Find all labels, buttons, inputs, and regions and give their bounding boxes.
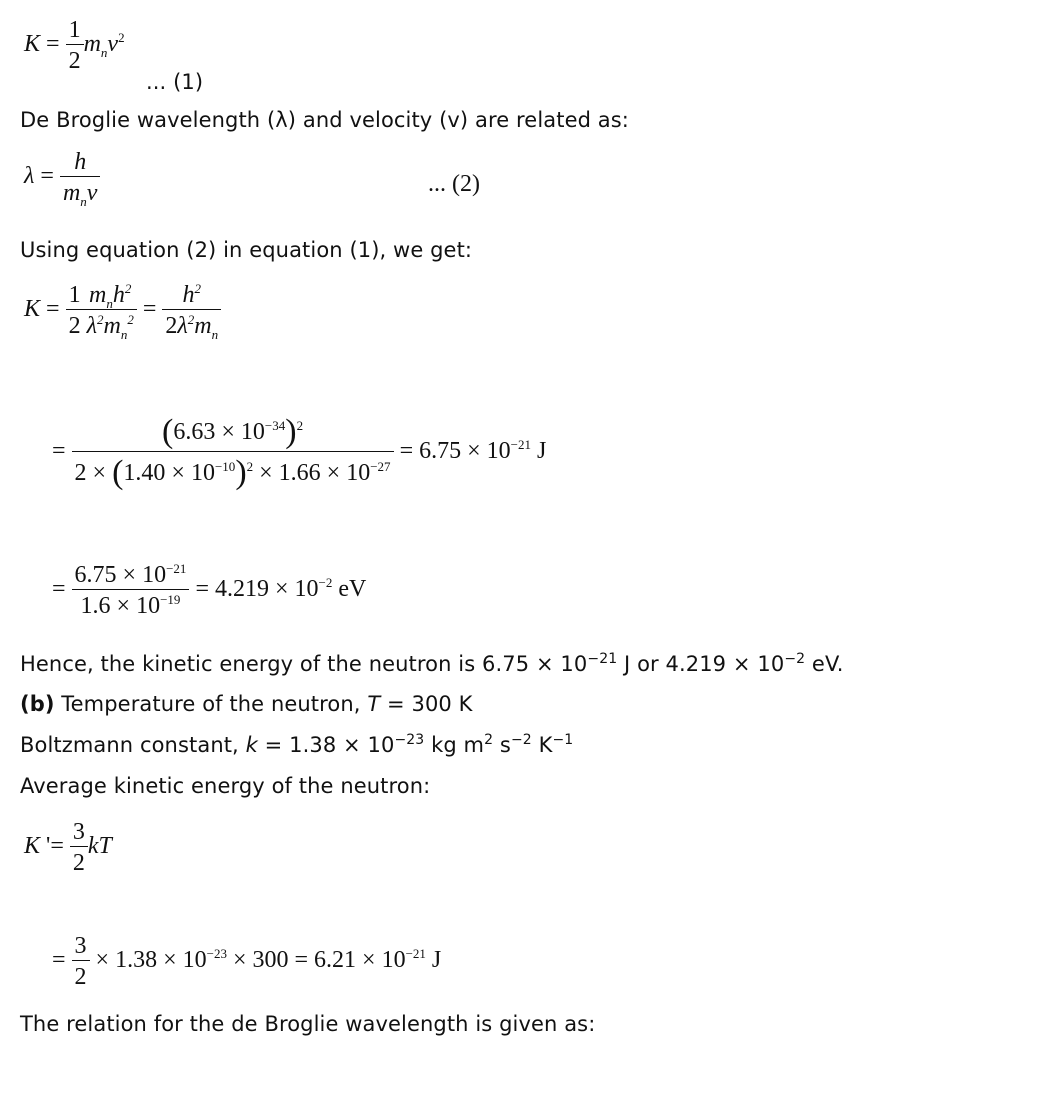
eq5-exponent: −2 (318, 575, 333, 591)
part-label: (b) (20, 692, 55, 716)
text-line-3: Hence, the kinetic energy of the neutron is $6.75 \times 10^{-21}$ J or $4.219 \times 10^{-2}$ eV. (20, 651, 844, 676)
equation-average-ke: K '= $\frac{3}{2}$ kT (24, 819, 112, 876)
equation-numeric-joules: = $\frac{(6.63 \times 10^{-34})^2}{2 \times (1.40 \times 10^{-10})^2 \times 1.66 \times 10^{-27}}$ = $6.75 \times 10^{-21}$ J (52, 413, 547, 491)
equation-numeric-ev: = $\frac{6.75 \times 10^{-21}}{1.6 \times 10^{-19}}$ = $4.219 \times 10^{-2}$ eV (52, 561, 367, 619)
eq7-tail: × 300 = 6.21 × 10 (232, 947, 406, 974)
equation-tag-1: ... (1) (146, 70, 204, 94)
text-line-7: The relation for the de Broglie wavelength is given as: (20, 1012, 596, 1036)
text-line-5: Boltzmann constant, $k = 1.38 \times 10^{-23}$ kg $m^2$ $s^{-2}$ $K^{-1}$ (20, 732, 574, 757)
text-line-6: Average kinetic energy of the neutron: (20, 774, 431, 798)
eq5-result: = 4.219 × 10 (195, 576, 319, 603)
eq7-exponent-2: −21 (405, 946, 426, 962)
text-line-1: De Broglie wavelength (λ) and velocity (v) are related as: (20, 108, 629, 132)
equation-de-broglie: λ = $\frac{h}{m_nv}$ (24, 150, 100, 205)
equation-substitution: K = $\frac{1}{2}$ $\frac{m_nh^2}{\lambda^2m_n^2}$ = $\frac{h^2}{2\lambda^2m_n}$ (24, 283, 221, 338)
eq4-unit: J (536, 438, 547, 465)
eq5-unit: eV (338, 576, 367, 603)
eq7-unit: J (431, 947, 442, 974)
equation-tag-2: ... (2) (428, 171, 480, 197)
eq7-exponent: −23 (206, 946, 227, 962)
eq4-exponent: −21 (510, 437, 531, 453)
eq7-body: × 1.38 × 10 (95, 947, 207, 974)
eq4-result: = 6.75 × 10 (399, 438, 511, 465)
equation-kinetic-energy: K = $\frac{1}{2}$ $m_nv^2$ (24, 17, 125, 74)
text-line-2: Using equation (2) in equation (1), we get: (20, 238, 473, 262)
text-line-4: (b) Temperature of the neutron, T = 300 K (20, 692, 473, 716)
equation-average-ke-numeric: = $\frac{3}{2}$ × $1.38 \times 10^{-23} \times 300 = 6.21 \times 10^{-21}$ J (52, 933, 442, 990)
